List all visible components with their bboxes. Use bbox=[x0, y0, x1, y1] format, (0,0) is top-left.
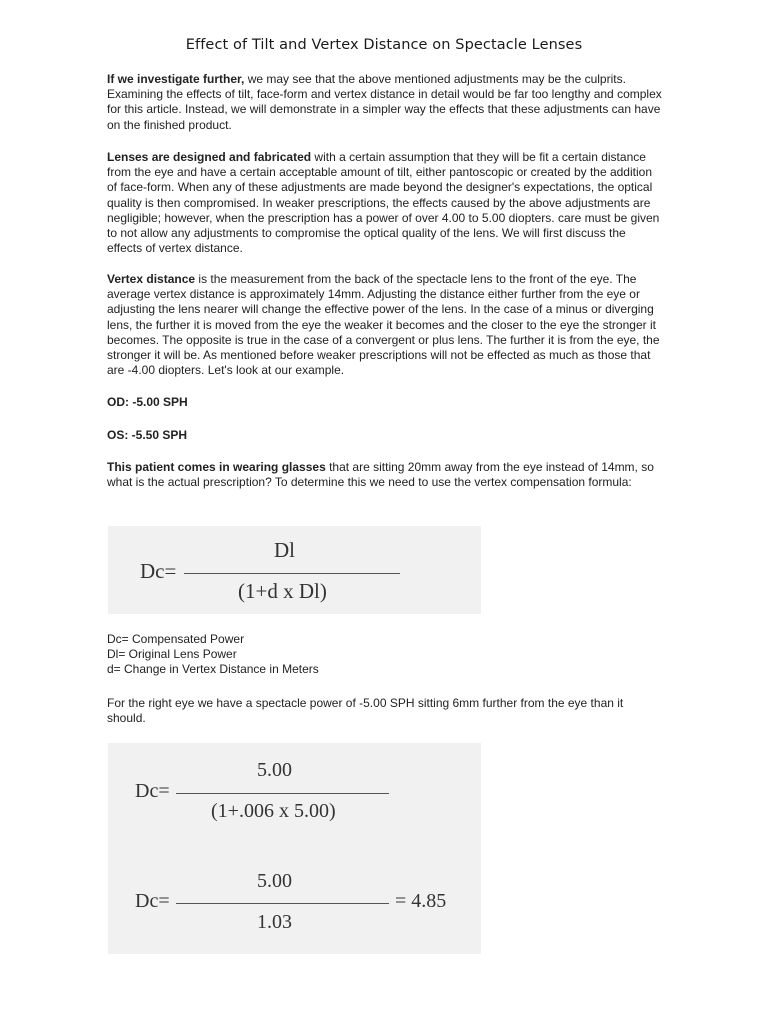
paragraph-body: is the measurement from the back of the spectacle lens to the front of the eye. The average vertex distance is approximately 14mm. Adjusting the distance either further from the eye or adjusting the lens nearer will change the effective power of the lens. In the case of a minus or diverging lens, the further it is moved from the eye the weaker it becomes and the closer to the eye the stronger it becomes. The opposite is true in the case of a convergent or plus lens. The further it is from the eye, the stronger it will be. As mentioned before weaker prescriptions will not be effected as much as those that are -4.00 diopters. Let's look at our example. bbox=[107, 272, 660, 378]
vertex-formula bbox=[108, 526, 481, 614]
paragraph-body: For the right eye we have a spectacle power of -5.00 SPH sitting 6mm further from the eye than it should. bbox=[107, 696, 624, 726]
worked-example-formula bbox=[108, 743, 481, 954]
formula-numerator: Dl bbox=[274, 538, 295, 562]
formula-numerator: 5.00 bbox=[257, 870, 292, 892]
paragraph-body: that are sitting 20mm away from the eye instead of 14mm, so what is the actual prescription? To determine this we need to use the vertex compensation formula: bbox=[107, 460, 654, 490]
prescription-os: OS: -5.50 SPH bbox=[107, 428, 188, 442]
paragraph-lead: Lenses are designed and fabricated bbox=[107, 150, 312, 164]
paragraph-lead: If we investigate further, bbox=[107, 72, 245, 86]
paragraph-patient bbox=[107, 460, 662, 490]
paragraph-investigate bbox=[107, 72, 662, 133]
fraction-bar bbox=[176, 903, 389, 904]
paragraph-body: with a certain assumption that they will be fit a certain distance from the eye and have a certain acceptable amount of tilt, either pantoscopic or created by the addition of face-form. When any of these adjustments are made beyond the designer's expectations, the optical quality is then compromised. In weaker prescriptions, the effects caused by the above adjustments are negligible; however, when the prescription has a power of over 4.00 to 5.00 diopters. care must be given to not allow any adjustments to compromise the optical quality of the lens. We will first discuss the effects of vertex distance. bbox=[107, 150, 660, 256]
page-title: Effect of Tilt and Vertex Distance on Spectacle Lenses bbox=[185, 37, 583, 53]
paragraph-lead: This patient comes in wearing glasses bbox=[107, 460, 326, 474]
formula-denominator: (1+.006 x 5.00) bbox=[211, 800, 336, 822]
formula-result: = 4.85 bbox=[395, 890, 447, 912]
legend-dl: Dl= Original Lens Power bbox=[107, 647, 237, 661]
formula-lhs: Dc= bbox=[135, 780, 170, 802]
formula-denominator: (1+d x Dl) bbox=[238, 579, 327, 603]
fraction-bar bbox=[176, 793, 389, 794]
formula-lhs: Dc= bbox=[135, 890, 170, 912]
legend-dc: Dc= Compensated Power bbox=[107, 632, 245, 646]
paragraph-vertex-distance bbox=[107, 272, 662, 378]
fraction-bar bbox=[184, 573, 400, 574]
paragraph-body: we may see that the above mentioned adjustments may be the culprits. Examining the effects of tilt, face-form and vertex distance in detail would be far too lengthy and complex for this article. Instead, we will demonstrate in a simpler way the effects that these adjustments can have on the finished product. bbox=[107, 72, 662, 132]
formula-numerator: 5.00 bbox=[257, 759, 292, 781]
legend-d: d= Change in Vertex Distance in Meters bbox=[107, 662, 319, 676]
prescription-od: OD: -5.00 SPH bbox=[107, 395, 188, 409]
formula-denominator: 1.03 bbox=[257, 911, 292, 933]
formula-lhs: Dc= bbox=[140, 559, 177, 583]
paragraph-lead: Vertex distance bbox=[107, 272, 196, 286]
paragraph-lens-design bbox=[107, 150, 662, 256]
paragraph-right-eye bbox=[107, 696, 662, 726]
